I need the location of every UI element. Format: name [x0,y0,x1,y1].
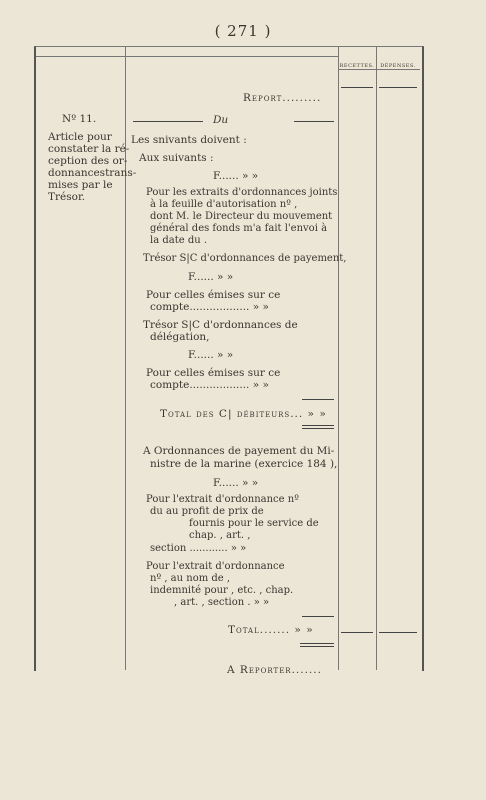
article-number: Nº 11. [62,113,97,125]
total-rule [300,646,334,647]
body-line: délégation, [150,331,210,343]
total-rule [302,428,334,429]
body-line: du au profit de prix de [150,506,264,517]
money-rule [341,87,373,88]
left-note-line: mises par le [48,179,113,191]
left-note-line: constater la ré- [48,143,130,155]
body-line: , art. , section . » » [174,597,270,608]
left-note-line: Trésor. [48,191,86,203]
left-note-line: donnancestrans- [48,167,137,179]
body-line: dont M. le Directeur du mouvement [150,211,333,222]
body-line: fournis pour le service de [189,518,319,529]
body-line: F...... » » [188,349,234,361]
money-rule [341,632,373,633]
left-header-rule [36,56,126,57]
a-reporter-line: A Reporter....... [227,664,322,676]
body-line: Pour l'extrait d'ordonnance nº [146,494,299,505]
du-rule-left [133,121,203,122]
report-line: Report......... [243,92,322,104]
body-line: Pour les extraits d'ordonnances joints [146,187,338,198]
body-line: général des fonds m'a fait l'envoi à [150,223,328,234]
column-header-depenses: DÉPENSES. [380,63,416,69]
body-line: Pour celles émises sur ce [146,367,281,379]
du-rule-right [294,121,334,122]
body-line: Aux suivants : [139,152,214,164]
total-rule [302,616,334,617]
body-line: nº , au nom de , [150,573,231,584]
header-rule [126,56,338,57]
body-line: Trésor S|C d'ordonnances de [143,319,298,331]
body-line: Les snivants doivent : [131,134,247,146]
column-divider-recettes [338,46,339,670]
total-rule [302,399,334,400]
body-line: la date du . [150,235,208,246]
column-divider-depenses [376,46,377,670]
body-line: section ............ » » [150,543,247,554]
column-divider-left [125,46,126,670]
body-line: à la feuille d'autorisation nº , [150,199,298,210]
body-line: F...... » » [213,477,259,489]
body-line: nistre de la marine (exercice 184 ), [150,458,338,470]
body-line: A Ordonnances de payement du Mi- [143,445,335,457]
body-line: F...... » » [188,271,234,283]
body-line: F...... » » [213,170,259,182]
total-line: Total....... » » [228,624,314,636]
body-line: Pour celles émises sur ce [146,289,281,301]
body-line: chap. , art. , [189,530,251,541]
body-line: Total des C| débiteurs... » » [160,408,327,420]
du-label: Du [213,114,229,126]
money-rule [379,87,417,88]
money-header-rule [338,69,420,70]
body-line: Trésor S|C d'ordonnances de payement, [143,253,347,264]
page-number: ( 271 ) [214,22,272,40]
total-rule [300,643,334,644]
money-rule [379,632,417,633]
body-line: compte.................. » » [150,379,269,391]
total-rule [302,425,334,426]
column-header-recettes: RECETTES. [339,63,375,69]
left-note-line: ception des or- [48,155,128,167]
body-line: Pour l'extrait d'ordonnance [146,561,285,572]
body-line: indemnité pour , etc. , chap. [150,585,294,596]
body-line: compte.................. » » [150,301,269,313]
left-note-line: Article pour [48,131,112,143]
